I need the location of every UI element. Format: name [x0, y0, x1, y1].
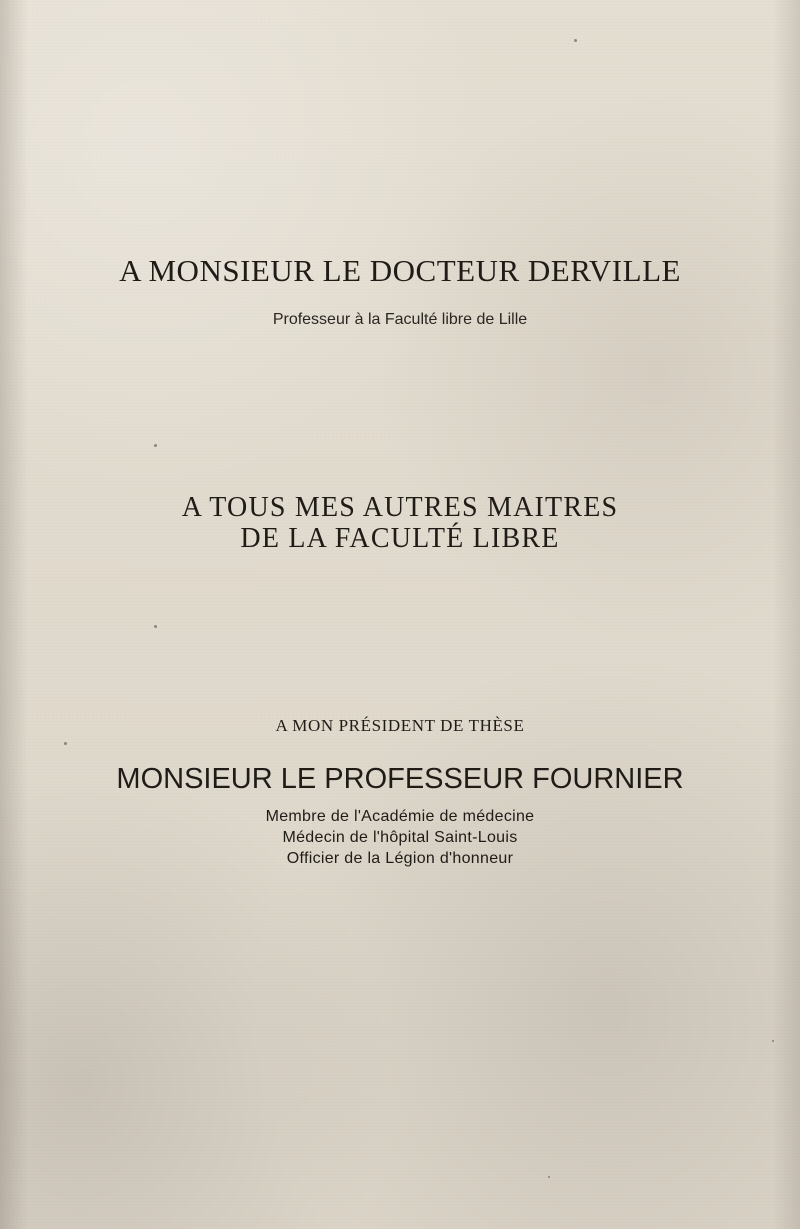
paper-speck	[64, 742, 67, 745]
dedication-title-derville: A MONSIEUR LE DOCTEUR DERVILLE	[119, 253, 681, 288]
dedication-title-masters-line-2: DE LA FACULTÉ LIBRE	[240, 523, 560, 554]
dedication-subtitle-derville: Professeur à la Faculté libre de Lille	[272, 311, 528, 328]
left-edge-shadow	[0, 0, 28, 1229]
right-edge-shadow	[772, 0, 800, 1229]
paper-speck	[574, 39, 577, 42]
paper-speck	[154, 625, 157, 628]
dedication-name-fournier: MONSIEUR LE PROFESSEUR FOURNIER	[116, 763, 684, 795]
dedication-detail-legion: Officier de la Légion d'honneur	[286, 850, 514, 867]
dedication-detail-hopital: Médecin de l'hôpital Saint-Louis	[282, 829, 518, 846]
paper-speck	[772, 1040, 774, 1042]
paper-speck	[548, 1176, 550, 1178]
dedication-heading-president: A MON PRÉSIDENT DE THÈSE	[275, 716, 525, 735]
dedication-detail-academie: Membre de l'Académie de médecine	[265, 808, 535, 825]
dedication-title-masters-line-1: A TOUS MES AUTRES MAITRES	[181, 492, 619, 523]
paper-speck	[154, 444, 157, 447]
